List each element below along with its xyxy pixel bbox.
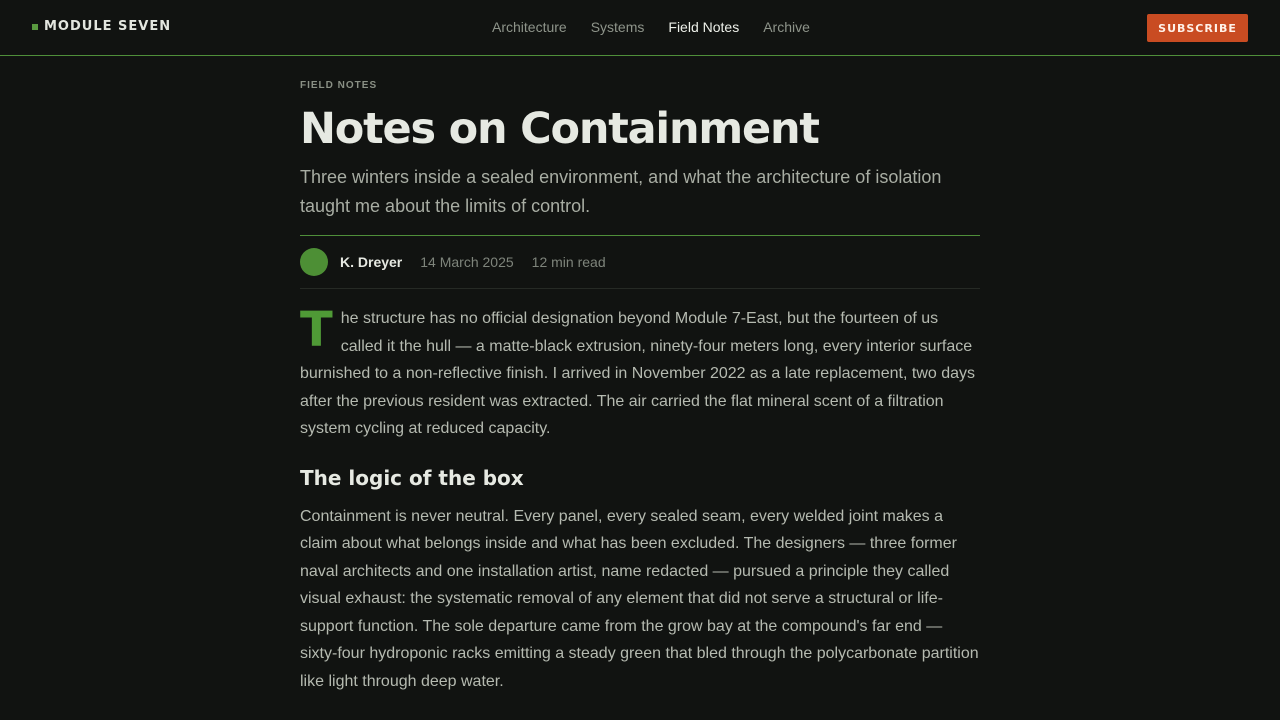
brand-square-icon <box>32 24 38 30</box>
author-name[interactable]: K. Dreyer <box>340 254 403 270</box>
author-avatar[interactable] <box>300 248 328 276</box>
main-nav <box>492 19 810 35</box>
read-time: 12 min read <box>531 254 606 270</box>
brand-logo[interactable] <box>32 19 171 34</box>
nav-item-archive[interactable]: Archive <box>763 19 810 35</box>
nav-item-systems[interactable]: Systems <box>590 19 645 35</box>
brand-name: MODULE SEVEN <box>44 19 172 34</box>
byline <box>300 236 980 289</box>
intro-text: he structure has no official designation beyond Module 7-East, but the fourteen of us called it the hull — a matte-black extrusion, ninety-four meters long, every interior surface burnished to a non-reflective finish. I arrived in November 2022 as a late replacement, two days after the previous resident was extracted. The air carried the flat mineral scent of a filtration system cycling at reduced capacity. <box>300 310 976 437</box>
article-paragraph: Containment is never neutral. Every panel, every sealed seam, every welded joint makes a claim about what belongs inside and what has been excluded. The designers — three former naval architects and one installation artist, name redacted — pursued a principle they called visual exhaust: the systematic removal of any element that did not serve a structural or life-support function. The sole departure came from the grow bay at the compound's far end — sixty-four hydroponic racks emitting a steady green that bled through the polycarbonate partition like light through deep water. <box>300 507 979 690</box>
article-paragraph-intro <box>300 302 980 443</box>
drop-cap: T <box>300 302 333 358</box>
nav-item-architecture[interactable]: Architecture <box>492 19 567 35</box>
section-heading: The logic of the box <box>300 465 524 490</box>
subscribe-button[interactable]: SUBSCRIBE <box>1147 14 1248 42</box>
top-navigation-bar <box>0 0 1280 56</box>
publish-date: 14 March 2025 <box>420 254 514 270</box>
article <box>300 80 980 695</box>
article-title: Notes on Containment <box>300 104 819 154</box>
nav-item-field-notes[interactable]: Field Notes <box>668 19 740 35</box>
article-dek: Three winters inside a sealed environment, and what the architecture of isolation taught me about the limits of control. <box>300 167 942 216</box>
article-kicker: FIELD NOTES <box>300 80 378 91</box>
